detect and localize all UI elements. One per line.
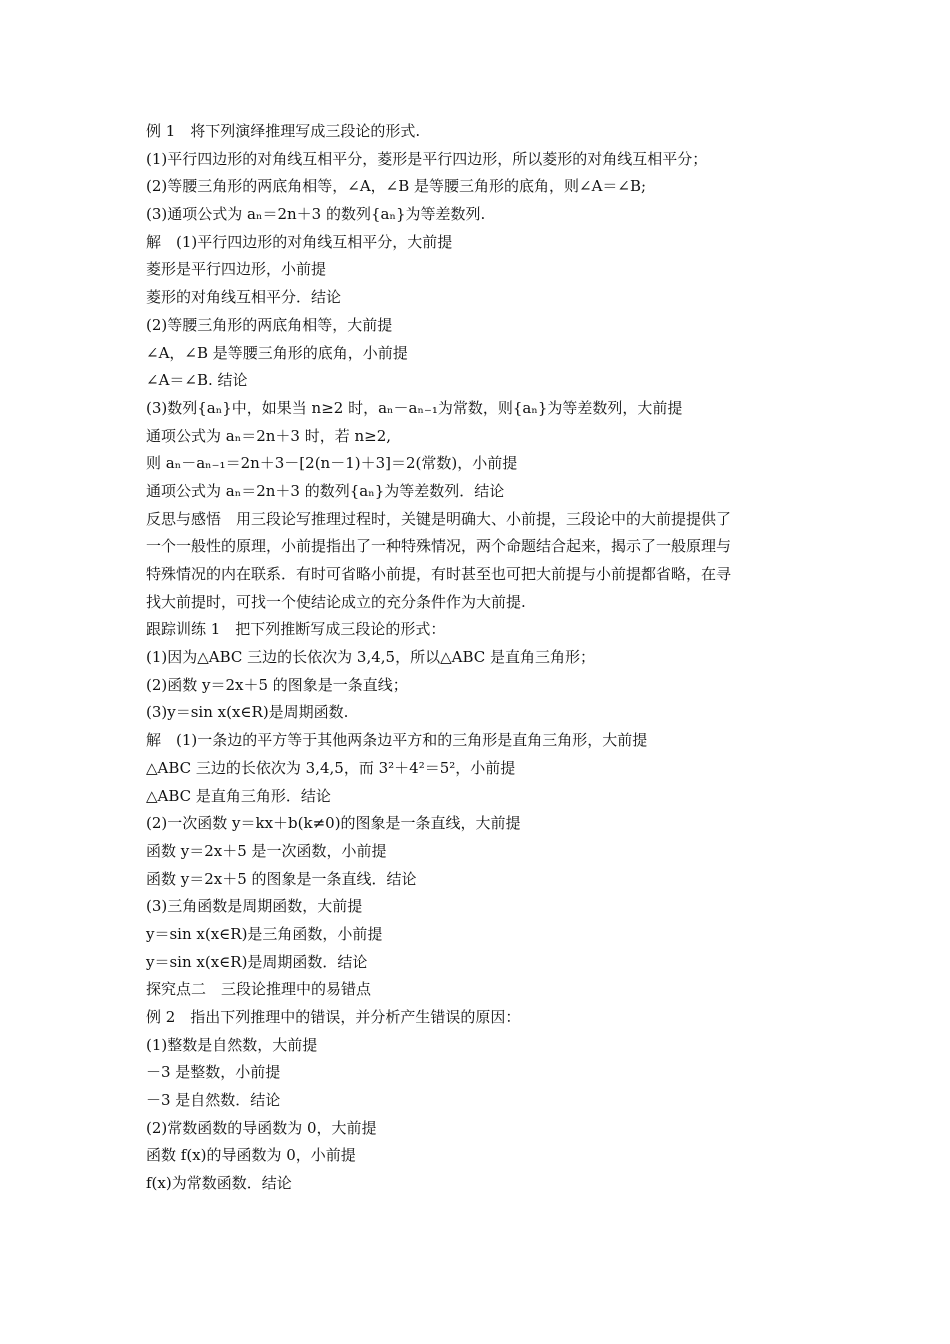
section-heading: 探究点二 三段论推理中的易错点: [146, 980, 372, 999]
reflection-line: 反思与感悟 用三段论写推理过程时，关键是明确大、小前提，三段论中的大前提提供了: [146, 509, 732, 528]
text-line: 通项公式为 aₙ＝2n＋3 的数列{aₙ}为等差数列．结论: [146, 481, 505, 500]
reflection-line: 特殊情况的内在联系．有时可省略小前提，有时甚至也可把大前提与小前提都省略，在寻: [146, 565, 732, 583]
exercise-1-heading: 跟踪训练 1 把下列推断写成三段论的形式：: [146, 620, 446, 639]
text-line: ∠A＝∠B. 结论: [146, 371, 248, 390]
text-line: (1)平行四边形的对角线互相平分，菱形是平行四边形，所以菱形的对角线互相平分；: [146, 149, 708, 168]
text-line: f(x)为常数函数．结论: [146, 1174, 292, 1193]
text-line: (2)函数 y＝2x＋5 的图象是一条直线；: [146, 675, 408, 694]
text-line: 函数 y＝2x＋5 是一次函数，小前提: [146, 841, 387, 860]
text-line: 通项公式为 aₙ＝2n＋3 时，若 n≥2,: [146, 426, 392, 445]
solution-line: 解 (1)一条边的平方等于其他两条边平方和的三角形是直角三角形，大前提: [146, 731, 648, 750]
text-line: △ABC 是直角三角形．结论: [146, 786, 331, 805]
document-body: [146, 118, 812, 1198]
solution-line: 解 (1)平行四边形的对角线互相平分，大前提: [146, 232, 453, 251]
text-line: (3)数列{aₙ}中，如果当 n≥2 时，aₙ－aₙ₋₁为常数，则{aₙ}为等差数列，大前提: [146, 398, 683, 417]
text-line: 函数 f(x)的导函数为 0，小前提: [146, 1146, 356, 1165]
text-line: (2)常数函数的导函数为 0，大前提: [146, 1118, 377, 1137]
text-line: (3)通项公式为 aₙ＝2n＋3 的数列{aₙ}为等差数列.: [146, 205, 486, 224]
reflection-line: 一个一般性的原理，小前提指出了一种特殊情况，两个命题结合起来，揭示了一般原理与: [146, 537, 732, 556]
text-line: (1)因为△ABC 三边的长依次为 3,4,5，所以△ABC 是直角三角形；: [146, 648, 596, 667]
text-line: y＝sin x(x∈R)是三角函数，小前提: [146, 924, 383, 943]
text-line: 菱形的对角线互相平分．结论: [146, 288, 342, 307]
text-line: (2)等腰三角形的两底角相等，∠A，∠B 是等腰三角形的底角，则∠A＝∠B;: [146, 177, 647, 196]
text-line: 则 aₙ－aₙ₋₁＝2n＋3－[2(n－1)＋3]＝2(常数)，小前提: [146, 454, 518, 473]
text-line: 菱形是平行四边形，小前提: [146, 260, 327, 279]
example-2-heading: 例 2 指出下列推理中的错误，并分析产生错误的原因：: [146, 1008, 521, 1026]
text-line: (2)一次函数 y＝kx＋b(k≠0)的图象是一条直线，大前提: [146, 814, 521, 833]
text-line: (2)等腰三角形的两底角相等，大前提: [146, 315, 393, 334]
text-line: 函数 y＝2x＋5 的图象是一条直线．结论: [146, 869, 417, 888]
text-line: (3)三角函数是周期函数，大前提: [146, 897, 363, 916]
text-line: －3 是整数，小前提: [146, 1063, 281, 1082]
text-line: (3)y＝sin x(x∈R)是周期函数.: [146, 703, 349, 722]
text-line: －3 是自然数．结论: [146, 1091, 281, 1110]
text-line: (1)整数是自然数，大前提: [146, 1035, 318, 1054]
example-1-heading: 例 1 将下列演绎推理写成三段论的形式.: [146, 122, 421, 140]
text-line: y＝sin x(x∈R)是周期函数．结论: [146, 952, 368, 971]
text-line: △ABC 三边的长依次为 3,4,5，而 3²＋4²＝5²，小前提: [146, 758, 516, 777]
reflection-line: 找大前提时，可找一个使结论成立的充分条件作为大前提.: [146, 592, 526, 611]
text-line: ∠A，∠B 是等腰三角形的底角，小前提: [146, 343, 408, 362]
